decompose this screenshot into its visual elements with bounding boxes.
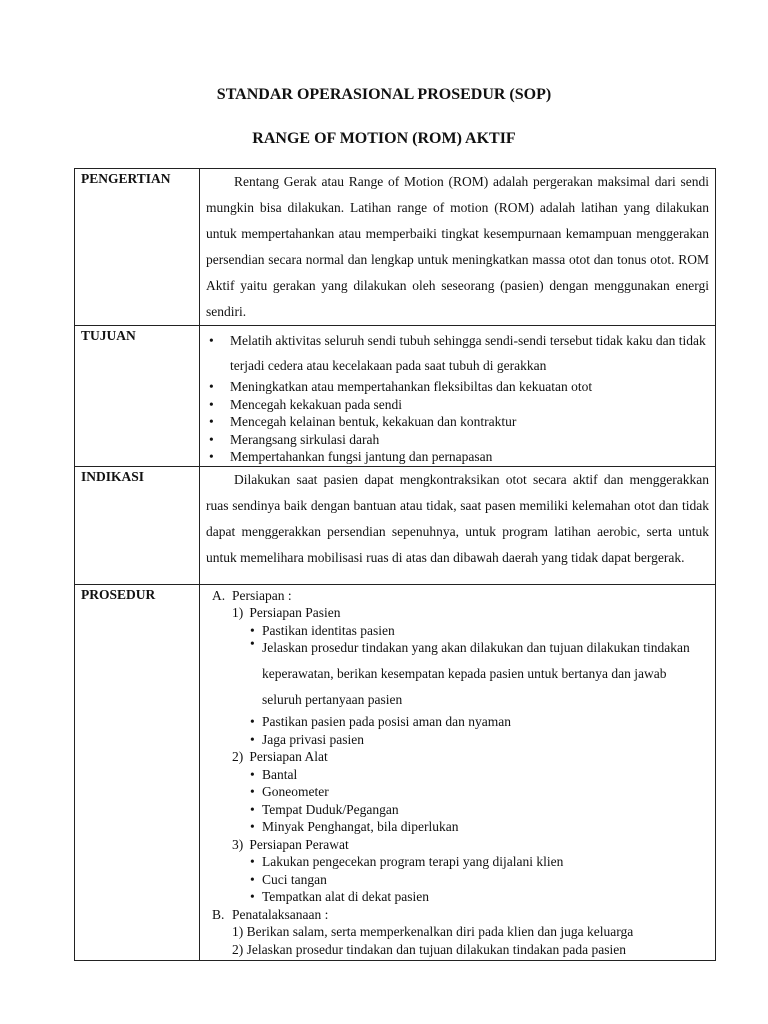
persiapan-alat-heading: 2) Persiapan Alat	[232, 749, 328, 764]
prosedur-label: PROSEDUR	[75, 584, 200, 961]
list-item: • Merangsang sirkulasi darah	[206, 431, 709, 449]
row-indikasi	[75, 466, 716, 584]
persiapan-perawat-heading: 3) Persiapan Perawat	[232, 836, 349, 852]
list-item: • Tempat Duduk/Pegangan	[250, 801, 399, 817]
list-item: • Meningkatkan atau mempertahankan fleksibiltas dan kekuatan otot	[206, 378, 709, 396]
list-item: • Pastikan pasien pada posisi aman dan nyaman	[250, 714, 511, 729]
section-b	[206, 906, 709, 924]
list-item: • Tempatkan alat di dekat pasien	[250, 889, 429, 904]
section-b-marker: B.	[212, 906, 225, 922]
list-item: • Minyak Penghangat, bila diperlukan	[250, 819, 459, 834]
pengertian-cell	[200, 169, 716, 326]
list-item: 1) Berikan salam, serta memperkenalkan diri pada klien dan juga keluarga	[232, 924, 634, 939]
section-a-marker: A.	[212, 587, 226, 603]
list-item: • Jelaskan prosedur tindakan yang akan dilakukan dan tujuan dilakukan tindakan keperawatan, berikan kesempatan kepada pasien untuk bertanya dan jawab seluruh pertanyaan pasien	[250, 636, 690, 707]
list-item: • Mempertahankan fungsi jantung dan pernapasan	[206, 448, 709, 466]
tujuan-cell	[200, 326, 716, 467]
document-subtitle: RANGE OF MOTION (ROM) AKTIF	[252, 130, 516, 147]
list-item: • Mencegah kelainan bentuk, kekakuan dan kontraktur	[206, 413, 709, 431]
row-tujuan	[75, 326, 716, 467]
list-item: • Pastikan identitas pasien	[250, 622, 395, 638]
list-item: • Melatih aktivitas seluruh sendi tubuh sehingga sendi-sendi tersebut tidak kaku dan tidak terjadi cedera atau kecelakaan pada saat tubuh di gerakkan	[206, 328, 709, 378]
list-item: • Bantal	[250, 766, 298, 782]
tujuan-label: TUJUAN	[75, 326, 200, 467]
section-b-title: Penatalaksanaan :	[232, 906, 329, 922]
row-pengertian	[75, 169, 716, 326]
indikasi-label: INDIKASI	[75, 466, 200, 584]
row-prosedur	[75, 584, 716, 961]
list-item: 2) Jelaskan prosedur tindakan dan tujuan dilakukan tindakan pada pasien	[232, 941, 627, 957]
pengertian-label: PENGERTIAN	[75, 169, 200, 326]
sop-table	[74, 168, 716, 961]
tujuan-list	[206, 328, 709, 466]
list-item: • Jaga privasi pasien	[250, 731, 364, 747]
list-item: • Cuci tangan	[250, 871, 327, 887]
list-item: • Lakukan pengecekan program terapi yang dijalani klien	[250, 854, 564, 869]
section-a	[206, 587, 709, 605]
document-title: STANDAR OPERASIONAL PROSEDUR (SOP)	[216, 86, 552, 103]
persiapan-pasien-heading: 1) Persiapan Pasien	[232, 605, 341, 620]
indikasi-cell	[200, 466, 716, 584]
section-a-title: Persiapan :	[232, 587, 292, 603]
indikasi-text: Dilakukan saat pasien dapat mengkontraksikan otot secara aktif dan menggerakkan ruas sendinya baik dengan bantuan atau tidak, saat pasen memiliki kelemahan otot dan tidak dapat menggerakkan persendian sepenuhnya, untuk program latihan aerobic, serta untuk untuk memelihara mobilisasi ruas di atas dan dibawah daerah yang tidak dapat bergerak.	[206, 471, 709, 565]
pengertian-text: Rentang Gerak atau Range of Motion (ROM) adalah pergerakan maksimal dari sendi mungkin bisa dilakukan. Latihan range of motion (ROM) adalah latihan yang dilakukan untuk mempertahankan atau memperbaiki tingkat kesempurnaan kemampuan menggerakan persendian secara normal dan lengkap untuk meningkatkan massa otot dan tonus otot. ROM Aktif yaitu gerakan yang dilakukan oleh seseorang (pasien) dengan menggunakan energi sendiri.	[206, 174, 709, 319]
list-item: • Mencegah kekakuan pada sendi	[206, 396, 709, 414]
list-item: • Goneometer	[250, 784, 329, 799]
prosedur-cell	[200, 584, 716, 961]
